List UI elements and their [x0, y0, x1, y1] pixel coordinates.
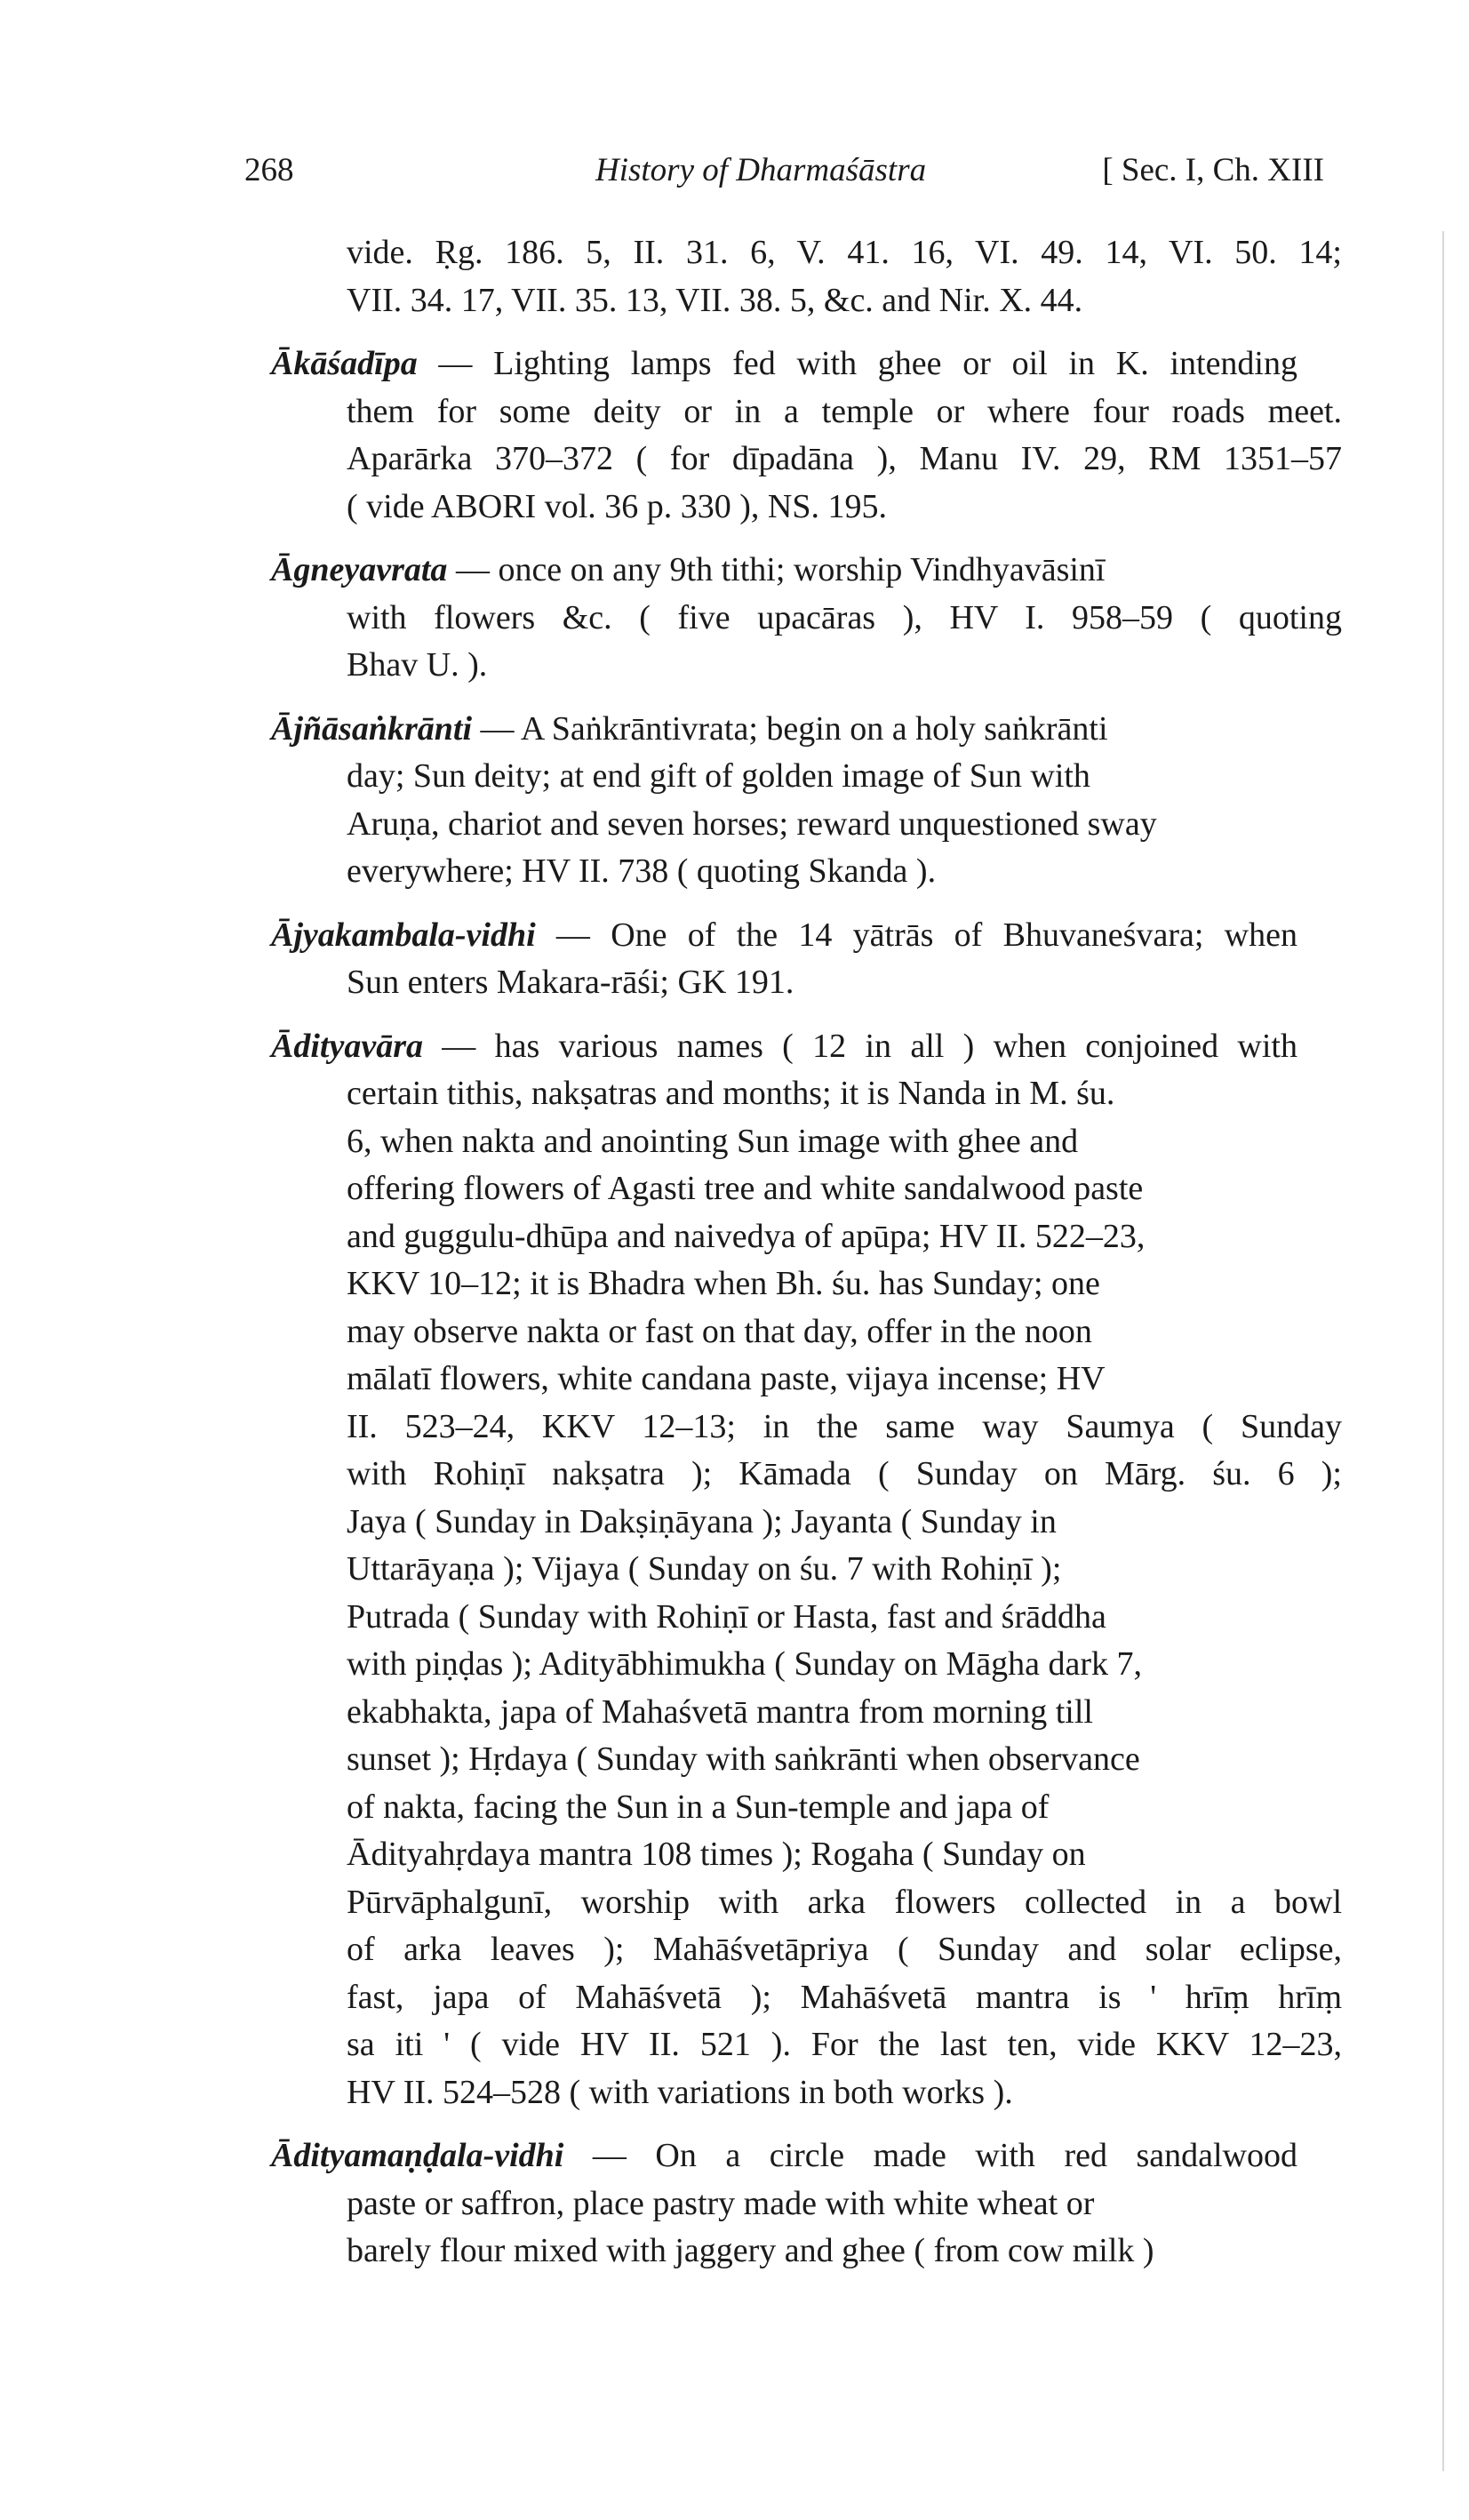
text-line: Pūrvāphalgunī, worship with arka flowers collected in a bowl	[347, 1883, 1342, 1921]
entry-text: — One of the 14 yātrās of Bhuvaneśvara; when	[535, 916, 1297, 954]
headword: Āgneyavrata	[271, 551, 448, 588]
text-line: barely flour mixed with jaggery and ghee ( from cow milk )	[347, 2232, 1154, 2269]
page-body	[271, 229, 1342, 2276]
headword: Ākāśadīpa	[271, 345, 418, 382]
entry-agneyavrata	[271, 547, 1342, 690]
text-line: II. 523–24, KKV 12–13; in the same way Saumya ( Sunday	[347, 1407, 1342, 1445]
text-line: day; Sun deity; at end gift of golden image of Sun with	[347, 757, 1090, 795]
text-line: sunset ); Hṛdaya ( Sunday with saṅkrānti when observance	[347, 1740, 1140, 1778]
text-line: Jaya ( Sunday in Dakṣiṇāyana ); Jayanta ( Sunday in	[347, 1502, 1057, 1540]
text-line: mālatī flowers, white candana paste, vijaya incense; HV	[347, 1360, 1106, 1397]
text-line: and guggulu-dhūpa and naivedya of apūpa; HV II. 522–23,	[347, 1217, 1146, 1255]
entry-first-line	[271, 706, 1342, 754]
intro-continuation	[271, 229, 1342, 324]
text-line: ekabhakta, japa of Mahaśvetā mantra from morning till	[347, 1692, 1093, 1731]
entry-akasadipa	[271, 340, 1342, 531]
text-line: sa iti ' ( vide HV II. 521 ). For the last ten, vide KKV 12–23,	[347, 2026, 1342, 2063]
text-line: of nakta, facing the Sun in a Sun-temple and japa of	[347, 1788, 1050, 1826]
entry-first-line	[271, 912, 1342, 960]
text-line: with piṇḍas ); Adityābhimukha ( Sunday on Māgha dark 7,	[347, 1645, 1142, 1683]
text-line: Putrada ( Sunday with Rohiṇī or Hasta, fast and śrāddha	[347, 1597, 1106, 1636]
entry-ajyakambala-vidhi	[271, 912, 1342, 1007]
running-header	[244, 151, 1324, 204]
headword: Ādityavāra	[271, 1027, 423, 1065]
text-line: vide. Ṛg. 186. 5, II. 31. 6, V. 41. 16, VI. 49. 14, VI. 50. 14;	[347, 234, 1342, 271]
entry-first-line	[271, 547, 1342, 595]
text-line: with Rohiṇī nakṣatra ); Kāmada ( Sunday on Mārg. śu. 6 );	[347, 1455, 1342, 1492]
text-line: of arka leaves ); Mahāśvetāpriya ( Sunday and solar eclipse,	[347, 1931, 1342, 1968]
text-line: offering flowers of Agasti tree and white sandalwood paste	[347, 1170, 1144, 1207]
text-line: with flowers &c. ( five upacāras ), HV I. 958–59 ( quoting	[347, 598, 1342, 636]
entry-text: — Lighting lamps fed with ghee or oil in K. intending	[417, 345, 1297, 382]
text-line: Ādityahṛdaya mantra 108 times ); Rogaha ( Sunday on	[347, 1836, 1086, 1873]
text-line: Bhav U. ).	[347, 646, 488, 684]
entry-text: — A Saṅkrāntivrata; begin on a holy saṅkrānti	[472, 709, 1108, 748]
headword: Ādityamaṇḍala-vidhi	[271, 2137, 564, 2174]
entry-adityamandala-vidhi	[271, 2132, 1342, 2276]
text-line: fast, japa of Mahāśvetā ); Mahāśvetā mantra is ' hrīṃ hrīṃ	[347, 1978, 1342, 2016]
headword: Ājyakambala-vidhi	[271, 916, 536, 954]
text-line: Aparārka 370–372 ( for dīpadāna ), Manu IV. 29, RM 1351–57	[347, 440, 1342, 477]
entry-text: — once on any 9th tithi; worship Vindhyavāsinī	[447, 551, 1106, 588]
text-line: everywhere; HV II. 738 ( quoting Skanda ).	[347, 852, 937, 890]
page-edge-shadow	[1442, 231, 1444, 2471]
entry-text: — has various names ( 12 in all ) when conjoined with	[422, 1027, 1297, 1065]
text-line: KKV 10–12; it is Bhadra when Bh. śu. has Sunday; one	[347, 1265, 1100, 1302]
entry-ajnasankranti	[271, 706, 1342, 896]
entry-text: — On a circle made with red sandalwood	[563, 2137, 1297, 2174]
entry-first-line	[271, 1023, 1342, 1071]
headword: Ājñāsaṅkrānti	[271, 709, 472, 748]
entry-first-line	[271, 2132, 1342, 2180]
page-number: 268	[244, 152, 294, 188]
text-line: them for some deity or in a temple or where four roads meet.	[347, 392, 1342, 430]
text-line: HV II. 524–528 ( with variations in both works ).	[347, 2073, 1013, 2111]
text-line: paste or saffron, place pastry made with white wheat or	[347, 2184, 1095, 2222]
text-line: Sun enters Makara-rāśi; GK 191.	[347, 964, 794, 1001]
entry-first-line	[271, 340, 1342, 388]
text-line: may observe nakta or fast on that day, offer in the noon	[347, 1312, 1092, 1350]
text-line: Aruṇa, chariot and seven horses; reward unquestioned sway	[347, 804, 1157, 843]
entry-adityavara	[271, 1023, 1342, 2117]
text-line: Uttarāyaṇa ); Vijaya ( Sunday on śu. 7 with Rohiṇī );	[347, 1550, 1062, 1588]
text-line: ( vide ABORI vol. 36 p. 330 ), NS. 195.	[347, 487, 887, 525]
text-line: 6, when nakta and anointing Sun image with ghee and	[347, 1122, 1079, 1160]
text-line: VII. 34. 17, VII. 35. 13, VII. 38. 5, &c. and Nir. X. 44.	[347, 281, 1083, 319]
section-reference: [ Sec. I, Ch. XIII	[1102, 152, 1324, 188]
book-title: History of Dharmaśāstra	[595, 152, 927, 188]
text-line: certain tithis, nakṣatras and months; it is Nanda in M. śu.	[347, 1075, 1115, 1112]
